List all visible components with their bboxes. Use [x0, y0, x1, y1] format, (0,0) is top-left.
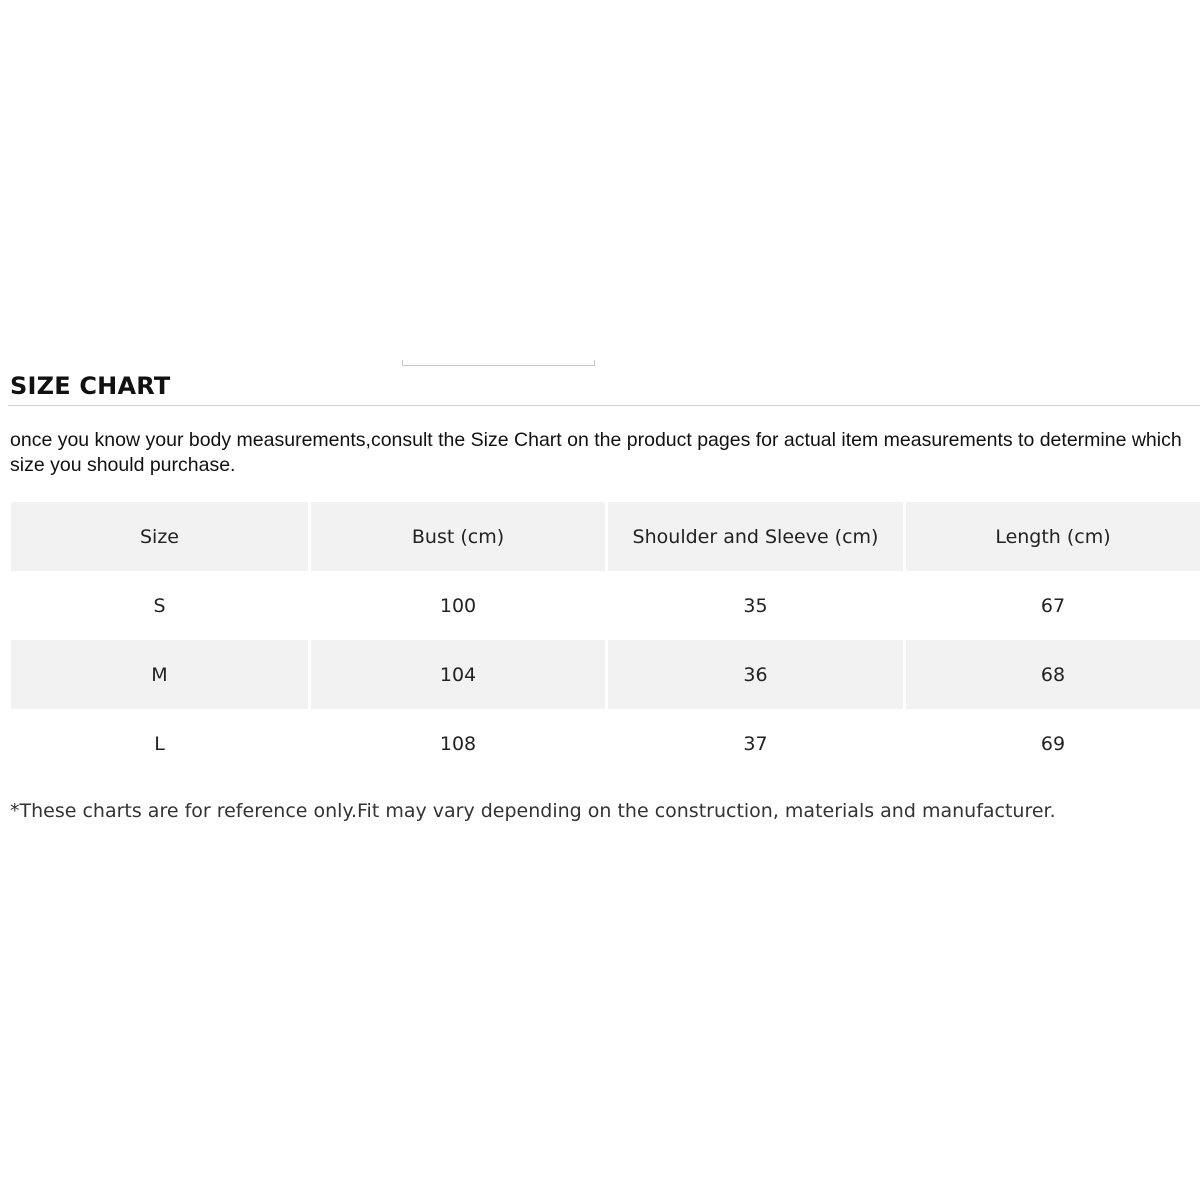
cell-size: L — [154, 732, 165, 755]
cell-length: 69 — [1040, 732, 1066, 755]
header-shoulder-sleeve: Shoulder and Sleeve (cm) — [605, 502, 903, 571]
cell-bust: 104 — [308, 640, 605, 709]
footnote: *These charts are for reference only.Fit may vary depending on the construction, materials and manufacturer. — [10, 800, 1056, 822]
cell-bust: 100 — [439, 594, 477, 617]
table-row — [11, 640, 1200, 709]
cell-length: 68 — [903, 640, 1200, 709]
cell-shoulder-sleeve: 37 — [743, 732, 768, 755]
page-title: SIZE CHART — [10, 372, 171, 400]
header-length: Length (cm) — [903, 502, 1200, 571]
intro-text: once you know your body measurements,consult the Size Chart on the product pages for actual item measurements to determine which size you should purchase. — [10, 429, 1182, 476]
decorative-bracket — [402, 360, 595, 366]
cell-shoulder-sleeve: 35 — [743, 594, 768, 617]
table-row — [11, 571, 1200, 640]
table-header-row — [11, 502, 1200, 571]
size-table — [11, 502, 1200, 778]
header-size: Size — [11, 502, 308, 571]
cell-length: 67 — [1040, 594, 1066, 617]
cell-bust: 108 — [439, 732, 477, 755]
cell-size: M — [11, 640, 308, 709]
cell-shoulder-sleeve: 36 — [605, 640, 903, 709]
cell-size: S — [153, 594, 166, 617]
table-row — [11, 709, 1200, 778]
title-divider — [8, 405, 1200, 406]
header-bust: Bust (cm) — [308, 502, 605, 571]
